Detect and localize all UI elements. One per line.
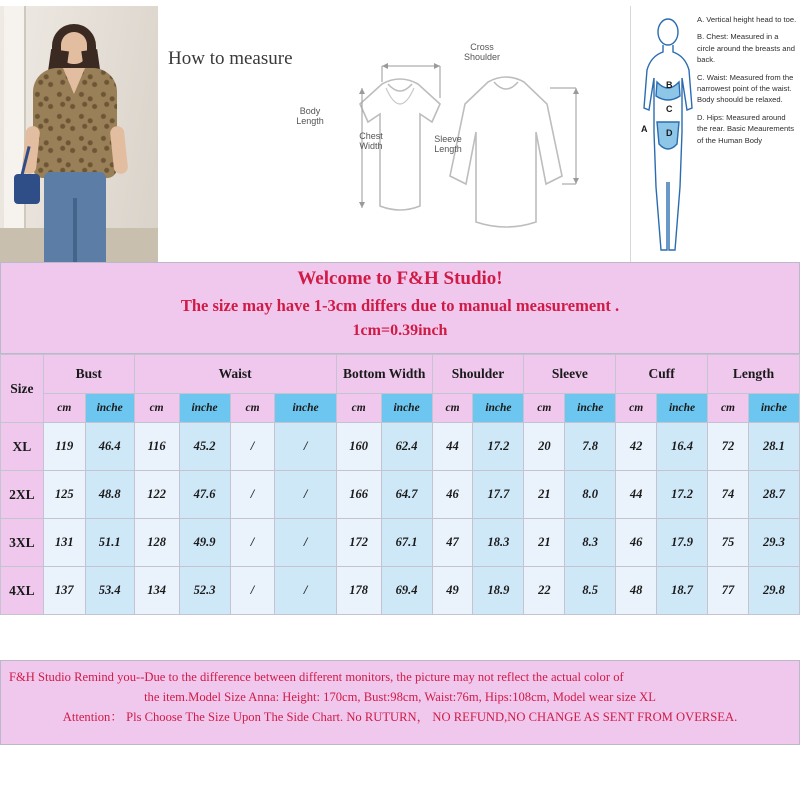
unit-cm-waist-2: cm: [230, 394, 275, 423]
cell-value: 18.9: [473, 567, 524, 615]
unit-inch-cuff: inche: [657, 394, 708, 423]
cell-value: 64.7: [381, 471, 432, 519]
footer-line-3: Attention： Pls Choose The Size Upon The Side Chart. No RUTURN， NO REFUND,NO CHANGE AS SENT FROM OVERSEA.: [62, 710, 738, 724]
cell-value: 69.4: [381, 567, 432, 615]
cell-value: 44: [616, 471, 657, 519]
unit-inch-waist-1: inche: [179, 394, 230, 423]
row-size: 4XL: [1, 567, 44, 615]
unit-cm-cuff: cm: [616, 394, 657, 423]
cell-value: /: [230, 567, 275, 615]
welcome-line-1: Welcome to F&H Studio!: [297, 268, 503, 289]
cell-value: 46: [616, 519, 657, 567]
cell-value: 17.7: [473, 471, 524, 519]
cell-value: 28.7: [748, 471, 799, 519]
cell-value: 131: [43, 519, 85, 567]
cell-value: 72: [708, 423, 749, 471]
cell-value: 18.3: [473, 519, 524, 567]
unit-inch-bust: inche: [85, 394, 134, 423]
row-size: 3XL: [1, 519, 44, 567]
table-row: [1, 471, 800, 519]
top-illustration-band: [0, 0, 800, 262]
cell-value: 8.5: [565, 567, 616, 615]
label-sleeve-length: Sleeve Length: [434, 134, 462, 154]
cell-value: 49: [432, 567, 473, 615]
cell-value: 67.1: [381, 519, 432, 567]
table-row: [1, 519, 800, 567]
row-size: 2XL: [1, 471, 44, 519]
footer-line-1: F&H Studio Remind you--Due to the difference between different monitors, the picture may not reflect the actual color of: [9, 670, 624, 684]
cell-value: 134: [134, 567, 179, 615]
unit-cm-length: cm: [708, 394, 749, 423]
unit-cm-sleeve: cm: [524, 394, 565, 423]
unit-inch-length: inche: [748, 394, 799, 423]
unit-cm-shoulder: cm: [432, 394, 473, 423]
cell-value: 52.3: [179, 567, 230, 615]
how-to-measure-panel: [160, 6, 630, 262]
cell-value: /: [275, 471, 336, 519]
door-frame: [4, 6, 26, 262]
header-shoulder: Shoulder: [432, 355, 524, 394]
header-cuff: Cuff: [616, 355, 708, 394]
cell-value: 49.9: [179, 519, 230, 567]
unit-inch-sleeve: inche: [565, 394, 616, 423]
cell-value: /: [230, 423, 275, 471]
body-measurement-text: [697, 14, 797, 152]
body-item-b: B. Chest: Measured in a circle around the breasts and back.: [697, 32, 795, 65]
cell-value: 47.6: [179, 471, 230, 519]
cell-value: 17.2: [473, 423, 524, 471]
cell-value: 137: [43, 567, 85, 615]
cell-value: 47: [432, 519, 473, 567]
cell-value: 16.4: [657, 423, 708, 471]
cell-value: 46: [432, 471, 473, 519]
unit-cm-bust: cm: [43, 394, 85, 423]
cell-value: 20: [524, 423, 565, 471]
marker-C: C: [666, 104, 673, 114]
row-size: XL: [1, 423, 44, 471]
label-chest-width: Chest Width: [359, 131, 383, 151]
cell-value: /: [275, 423, 336, 471]
header-bottom-width: Bottom Width: [336, 355, 432, 394]
table-row: [1, 567, 800, 615]
cell-value: 75: [708, 519, 749, 567]
footer-line-2: the item.Model Size Anna: Height: 170cm, Bust:98cm, Waist:76m, Hips:108cm, Model wear size XL: [144, 690, 656, 704]
model-photo: [0, 6, 158, 262]
cell-value: 166: [336, 471, 381, 519]
cell-value: 172: [336, 519, 381, 567]
cell-value: 48: [616, 567, 657, 615]
header-bust: Bust: [43, 355, 134, 394]
header-size: Size: [1, 355, 44, 423]
marker-D: D: [666, 128, 673, 138]
unit-inch-bottom: inche: [381, 394, 432, 423]
body-item-a: A. Vertical height head to toe.: [697, 15, 797, 24]
unit-cm-waist-1: cm: [134, 394, 179, 423]
model-handbag: [14, 174, 40, 204]
header-length: Length: [708, 355, 800, 394]
cell-value: 48.8: [85, 471, 134, 519]
unit-cm-bottom: cm: [336, 394, 381, 423]
body-measurement-panel: [630, 6, 800, 262]
cell-value: /: [230, 519, 275, 567]
cell-value: 44: [432, 423, 473, 471]
body-item-d: D. Hips: Measured around the rear. Basic Meaurements of the Human Body: [697, 112, 795, 145]
cell-value: 119: [43, 423, 85, 471]
welcome-banner: [0, 262, 800, 354]
cell-value: 45.2: [179, 423, 230, 471]
table-header-groups: [1, 355, 800, 394]
cell-value: 21: [524, 519, 565, 567]
cell-value: 28.1: [748, 423, 799, 471]
body-item-c: C. Waist: Measured from the narrowest point of the waist. Body shoould be relaxed.: [697, 72, 794, 105]
welcome-line-3: 1cm=0.39inch: [352, 322, 448, 339]
cell-value: 18.7: [657, 567, 708, 615]
how-to-measure-title: How to measure: [168, 48, 293, 69]
cell-value: 122: [134, 471, 179, 519]
cell-value: 62.4: [381, 423, 432, 471]
cell-value: 53.4: [85, 567, 134, 615]
cell-value: 74: [708, 471, 749, 519]
header-sleeve: Sleeve: [524, 355, 616, 394]
cell-value: 8.3: [565, 519, 616, 567]
body-figure-diagram: [633, 12, 703, 262]
cell-value: 29.3: [748, 519, 799, 567]
cell-value: 116: [134, 423, 179, 471]
cell-value: 7.8: [565, 423, 616, 471]
cell-value: 8.0: [565, 471, 616, 519]
cell-value: 128: [134, 519, 179, 567]
footer-notice: [0, 660, 800, 745]
table-row: [1, 423, 800, 471]
cell-value: 160: [336, 423, 381, 471]
cell-value: 29.8: [748, 567, 799, 615]
marker-B: B: [666, 80, 673, 90]
unit-inch-shoulder: inche: [473, 394, 524, 423]
table-header-units: [1, 394, 800, 423]
label-cross-shoulder: Cross Shoulder: [463, 42, 501, 62]
cell-value: 77: [708, 567, 749, 615]
cell-value: 21: [524, 471, 565, 519]
welcome-line-2: The size may have 1-3cm differs due to manual measurement .: [180, 296, 620, 315]
unit-inch-waist-2: inche: [275, 394, 336, 423]
cell-value: 17.9: [657, 519, 708, 567]
cell-value: /: [275, 519, 336, 567]
marker-A: A: [641, 124, 648, 134]
cell-value: 17.2: [657, 471, 708, 519]
cell-value: 178: [336, 567, 381, 615]
header-waist: Waist: [134, 355, 336, 394]
cell-value: 22: [524, 567, 565, 615]
cell-value: /: [275, 567, 336, 615]
cell-value: /: [230, 471, 275, 519]
cell-value: 125: [43, 471, 85, 519]
label-body-length: Body Length: [296, 106, 324, 126]
model-jeans: [44, 172, 106, 262]
cell-value: 42: [616, 423, 657, 471]
cell-value: 46.4: [85, 423, 134, 471]
size-chart-table: [0, 354, 800, 615]
cell-value: 51.1: [85, 519, 134, 567]
